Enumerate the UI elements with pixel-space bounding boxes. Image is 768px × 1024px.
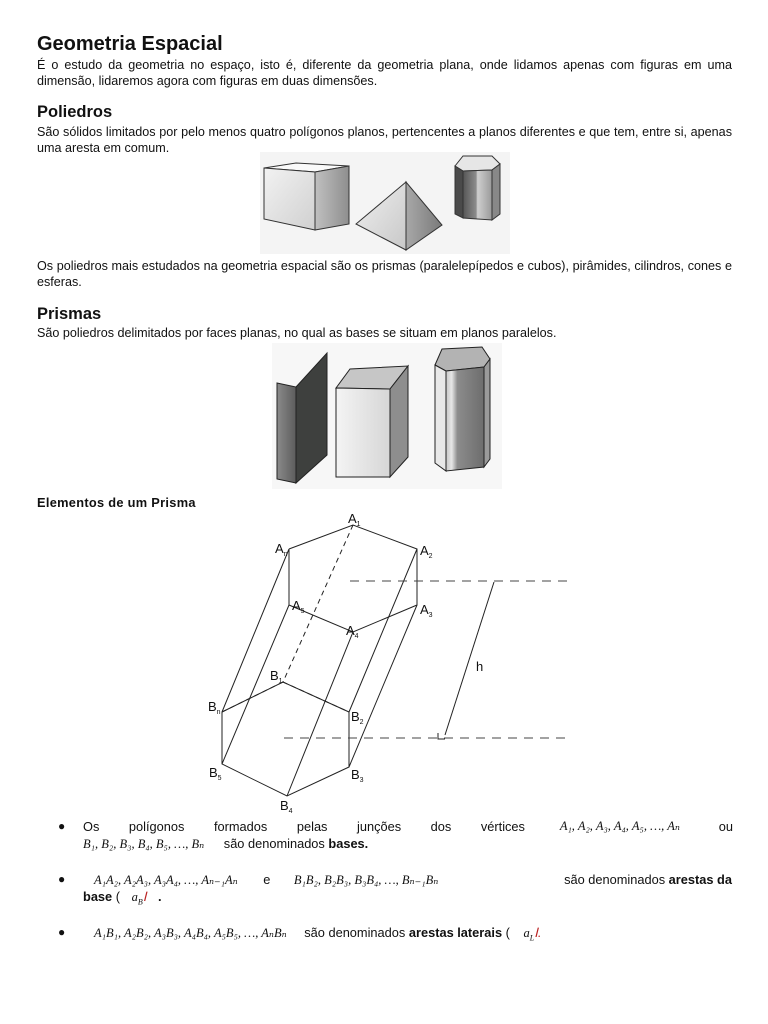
page-title: Geometria Espacial [37,33,223,55]
bullet-lateral-edges-bold: arestas laterais [408,925,503,940]
bullet-base-edges-end: Ⅰ [142,890,147,904]
hexagonal-prism-shape [455,156,500,220]
bullet-bases-math-a: A₁, A₂, A₃, A₄, A₅, …, Aₙ [559,819,680,833]
bullet-bases-bold: bases. [328,836,369,851]
label-an: $A_n$ [275,541,288,558]
bullet-lateral-edges-math: A₁B₁, A₂B₂, A₃B₃, A₄B₄, A₅B₅, …, AₙBₙ [94,926,287,940]
intro-paragraph: É o estudo da geometria no espaço, isto é, diferente da geometria plana, onde lidamos apenas com figuras em uma dimensão, lidaremos agora com figuras em duas dimensões. [37,58,732,88]
label-a1: $A_1$ [348,511,361,528]
prismas-heading: Prismas [37,305,102,323]
elementos-heading: Elementos de um Prisma [37,495,196,510]
bullet-lateral-edges-paren: ( [505,925,510,940]
bullet-bases-tail: são denominados [223,836,325,851]
label-a2: $A_2$ [420,543,433,560]
bullet-dot: ● [58,819,66,833]
bullet-dot: ● [58,925,66,939]
bullet-bases-math-b: B₁, B₂, B₃, B₄, B₅, …, Bₙ [83,837,205,851]
label-b5: $B_5$ [209,765,222,782]
bullet-lateral-edges-end: Ⅰ. [534,926,542,940]
bullet-bases-lead: Os polígonos formados pelas junções dos vértices [83,819,525,834]
bullet-base-edges-symbol: $a_B$ [131,890,143,907]
hexagonal-prism-shape-2 [435,347,490,471]
bullet-lateral-edges-symbol: $a_L$ [523,926,535,943]
label-b1: $B_1$ [270,668,283,685]
cube-shape [264,163,349,230]
label-b2: $B_2$ [351,709,364,726]
bullet-base-edges-math-b: B₁B₂, B₂B₃, B₃B₄, …, Bₙ₋₁Bₙ [293,873,439,887]
rectangular-prism-shape [336,366,408,477]
bullet-base-edges-tail: são denominados [564,872,666,887]
label-a4: $A_4$ [346,623,359,640]
bullet-base-edges-dot: . [158,889,162,904]
bullet-bases-conj: ou [718,819,733,834]
label-a3: $A_3$ [420,602,433,619]
polyhedra-illustration [260,152,510,254]
poliedros-note: Os poliedros mais estudados na geometria espacial são os prismas (paralelepípedos e cubos), pirâmides, cilindros, cones e esferas. [37,259,732,289]
bullet-lateral-edges-tail: são denominados [304,925,406,940]
label-a5: $A_5$ [292,598,305,615]
label-b4: $B_4$ [280,798,293,815]
bullet-base-edges-bold2: base [83,889,113,904]
bullet-base-edges-math-a: A₁A₂, A₂A₃, A₃A₄, …, Aₙ₋₁Aₙ [94,873,238,887]
prism-elements-diagram [200,505,570,820]
prismas-definition: São poliedros delimitados por faces planas, no qual as bases se situam em planos paralelos. [37,326,557,340]
poliedros-definition: São sólidos limitados por pelo menos quatro polígonos planos, pertencentes a planos diferentes e que tem, entre si, apenas uma aresta em comum. [37,125,732,155]
label-b3: $B_3$ [351,767,364,784]
bullet-base-edges-bold1: arestas da [668,872,732,887]
bullet-base-edges-paren: ( [115,889,120,904]
bullet-base-edges-conj: e [263,872,271,887]
prisms-illustration [272,343,502,489]
poliedros-heading: Poliedros [37,103,113,121]
bullet-dot: ● [58,872,66,886]
label-bn: $B_n$ [208,699,221,716]
label-height: h [476,659,484,674]
